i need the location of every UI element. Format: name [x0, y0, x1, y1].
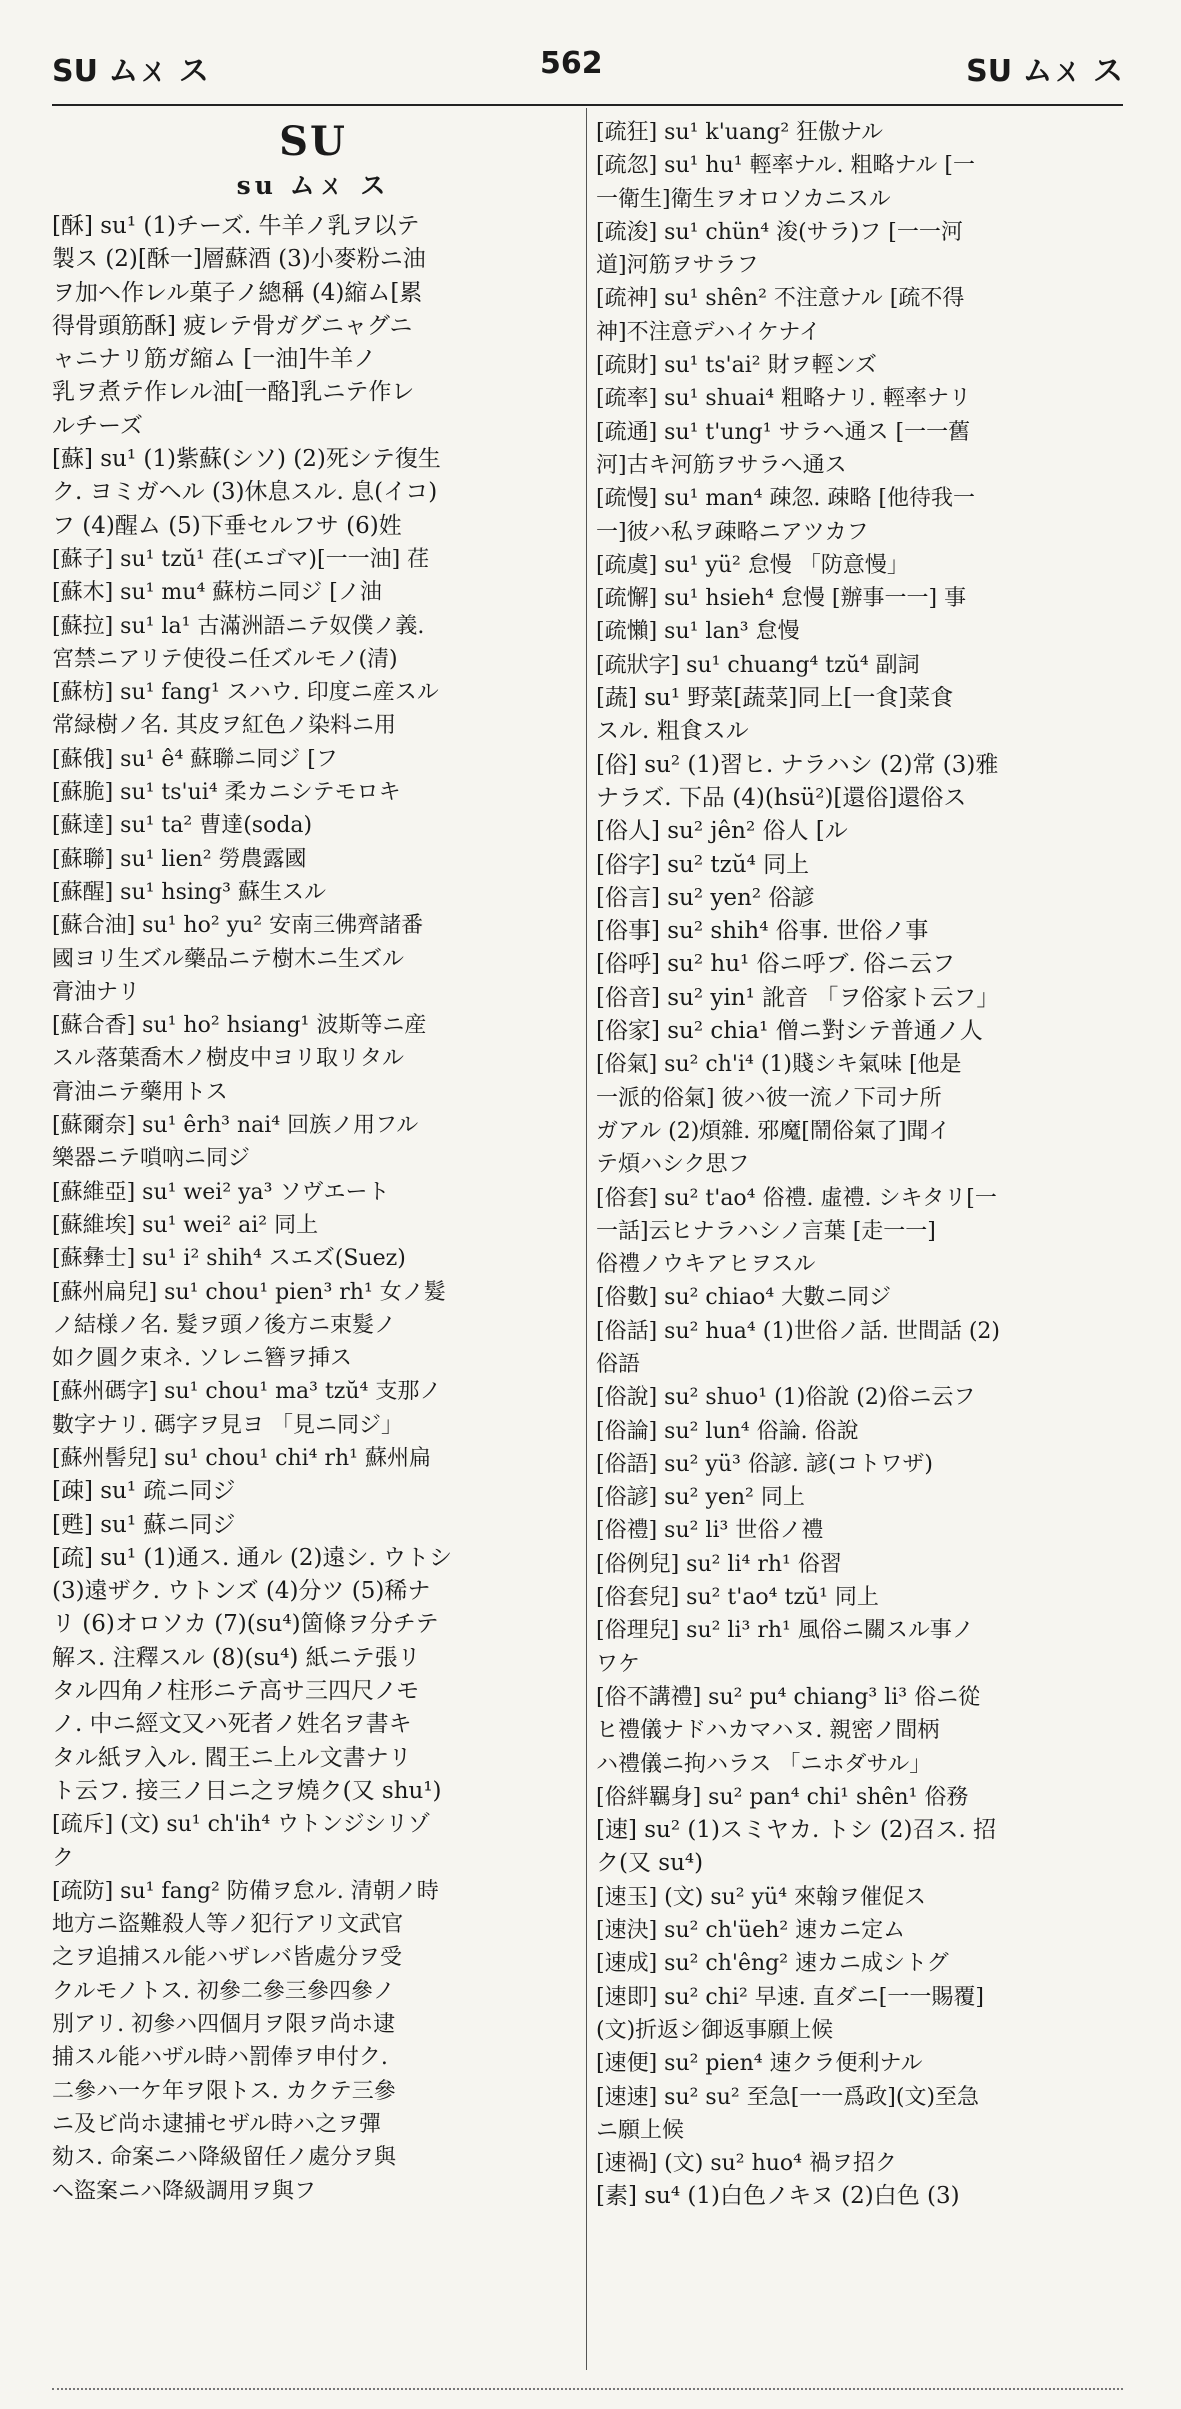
- dictionary-entry: [蘇州碼字] su¹ chou¹ ma³ tzŭ⁴ 支那ノ 數字ナリ. 碼字ヲ見ヨ 「見ニ同ジ」 [蘇州髻兒] su¹ chou¹ chi⁴ rh¹ 蘇州扁: [52, 1379, 442, 1471]
- dictionary-entry: [疏神] su¹ shên² 不注意ナル [疏不得 神]不注意デハイケナイ: [596, 286, 965, 345]
- section-subtitle: su ムㄨ ス: [236, 171, 390, 200]
- bottom-rule: [52, 2388, 1123, 2390]
- running-header-left: SU ムㄨ ス: [52, 54, 209, 89]
- dictionary-entry: [疏狂] su¹ k'uang² 狂傲ナル: [596, 120, 884, 145]
- dictionary-entry: [酥] su¹ (1)チーズ. 牛羊ノ乳ヲ以テ 製ス (2)[酥一]層蘇酒 (3)小麥粉ニ油 ヲ加ヘ作レル菓子ノ總稱 (4)縮ム[累 得骨頭筋酥] 疲レテ骨ガグニャグニ ャニナリ筋ガ縮ム [一油]牛羊ノ 乳ヲ煮テ作レル油[一酪]乳ニテ作レ ルチーズ: [52, 213, 426, 439]
- dictionary-entry: [疏浚] su¹ chün⁴ 浚(サラ)フ [一一河 道]河筋ヲサラフ: [596, 219, 963, 279]
- dictionary-entry: [蘇爾奈] su¹ êrh³ nai⁴ 回族ノ用フル 樂器ニテ嗩吶ニ同ジ [蘇維亞] su¹ wei² ya³ ソヴエート [蘇維埃] su¹ wei² ai² 同上 [蘇彝士] su¹ i² shih⁴ スエズ(Suez): [52, 1113, 419, 1272]
- dictionary-entry: [俗套] su² t'ao⁴ 俗禮. 虛禮. シキタリ[一 一話]云ヒナラハシノ言葉 [走一一] 俗禮ノウキアヒヲスル: [596, 1185, 997, 1278]
- dictionary-entry: [疏斥] (文) su¹ ch'ih⁴ ウトンジシリゾ ク: [52, 1812, 431, 1871]
- dictionary-entry: [俗] su² (1)習ヒ. ナラハシ (2)常 (3)雅 ナラズ. 下品 (4)(hsü²)[還俗]還俗ス [俗人] su² jên² 俗人 [ル [俗字] su² tzŭ⁴ 同上 [俗言] su² yen² 俗諺 [俗事] su² shih⁴ 俗事. 世俗ノ事 [俗呼] su² hu¹ 俗ニ呼ブ. 俗ニ云フ [俗音] su² yin¹ 訛音 「ヲ俗家ト云フ」 [俗家] su² chia¹ 僧ニ對シテ普通ノ人: [596, 751, 1000, 1045]
- dictionary-entry: [疏忽] su¹ hu¹ 輕率ナル. 粗略ナル [一 一衛生]衛生ヲオロソカニスル: [596, 153, 975, 212]
- dictionary-entry: [疏虞] su¹ yü² 怠慢 「防意慢」 [疏懈] su¹ hsieh⁴ 怠慢 [辦事一一] 事 [疏懶] su¹ lan³ 怠慢 [疏狀字] su¹ chuang⁴ tzŭ⁴ 副詞: [596, 552, 967, 678]
- dictionary-entry: [速] su² (1)スミヤカ. トシ (2)召ス. 招 ク(又 su⁴): [596, 1817, 997, 1877]
- dictionary-entry: [蘇州扁兒] su¹ chou¹ pien³ rh¹ 女ノ髮 ノ結様ノ名. 髮ヲ頭ノ後方ニ束髮ノ 如ク圓ク束ネ. ソレニ簪ヲ挿ス: [52, 1279, 446, 1372]
- page-number: 562: [540, 46, 603, 81]
- dictionary-entry: [疏慢] su¹ man⁴ 疎忽. 疎略 [他待我一 一]彼ハ私ヲ疎略ニアツカフ: [596, 486, 975, 545]
- dictionary-entry: [蘇] su¹ (1)紫蘇(シソ) (2)死シテ復生 ク. ヨミガヘル (3)休息スル. 息(イコ) フ (4)醒ム (5)下垂セルフサ (6)姓: [52, 446, 441, 539]
- dictionary-entry: [疏通] su¹ t'ung¹ サラヘ通ス [一一舊 河]古キ河筋ヲサラヘ通ス: [596, 419, 971, 478]
- dictionary-entry: [疏] su¹ (1)通ス. 通ル (2)遠シ. ウトシ (3)遠ザク. ウトンズ (4)分ツ (5)稀ナ リ (6)オロソカ (7)(su⁴)箇條ヲ分チテ 解ス. 注釋スル (8)(su⁴) 紙ニテ張リ タル四角ノ柱形ニテ高サ三四尺ノモ ノ. 中ニ經文又ハ死者ノ姓名ヲ書キ タル紙ヲ入ル. 閻王ニ上ル文書ナリ ト云フ. 接三ノ日ニ之ヲ燒ク(又 shu¹): [52, 1544, 453, 1804]
- dictionary-entry: [速即] su² chi² 早速. 直ダニ[一一賜覆] (文)折返シ御返事願上候: [596, 1984, 984, 2043]
- dictionary-entry: [疏財] su¹ ts'ai² 財ヲ輕ンズ [疏率] su¹ shuai⁴ 粗略ナリ. 輕率ナリ: [596, 353, 972, 412]
- dictionary-entry: [蘇合香] su¹ ho² hsiang¹ 波斯等ニ産 スル落葉喬木ノ樹皮中ヨリ取リタル 膏油ニテ藥用トス: [52, 1013, 427, 1105]
- dictionary-entry: [蘇合油] su¹ ho² yu² 安南三佛齊諸番 國ヨリ生ズル藥品ニテ樹木ニ生ズル 膏油ナリ: [52, 913, 424, 1005]
- section-title: SU: [279, 118, 347, 165]
- dictionary-entry: [俗不講禮] su² pu⁴ chiang³ li³ 俗ニ從 ヒ禮儀ナドハカマハヌ. 親密ノ間柄 ハ禮儀ニ拘ハラス 「ニホダサル」 [俗絆羈身] su² pan⁴ chi¹ shên¹ 俗務: [596, 1684, 981, 1810]
- dictionary-entry: [速便] su² pien⁴ 速クラ便利ナル: [596, 2051, 923, 2077]
- dictionary-entry: [俗理兒] su² li³ rh¹ 風俗ニ關スル事ノ ワケ: [596, 1618, 974, 1677]
- dictionary-entry: [俗氣] su² ch'i⁴ (1)賤シキ氣味 [他是 一派的俗氣] 彼ハ彼一流ノ下司ナ所 ガアル (2)煩雜. 邪魔[鬧俗氣了]聞イ テ煩ハシク思フ: [596, 1052, 962, 1178]
- dictionary-entry: [蘇子] su¹ tzŭ¹ 荏(エゴマ)[一一油] 荏 [蘇木] su¹ mu⁴ 蘇枋ニ同ジ [ノ油 [蘇拉] su¹ la¹ 古滿洲語ニテ奴僕ノ義. 宮禁ニアリテ使役ニ任ズルモノ(清): [52, 546, 430, 672]
- left-column: [52, 116, 574, 2208]
- running-header-right: SU ムㄨ ス: [966, 54, 1123, 89]
- dictionary-entry: [蔬] su¹ 野菜[蔬菜]同上[一食]菜食 スル. 粗食スル: [596, 685, 954, 745]
- dictionary-entry: [速玉] (文) su² yü⁴ 來翰ヲ催促ス [速決] su² ch'üeh² 速カニ定ム [速成] su² ch'êng² 速カニ成シトグ: [596, 1884, 949, 1977]
- dictionary-entry: [素] su⁴ (1)白色ノキヌ (2)白色 (3): [596, 2183, 960, 2210]
- dictionary-entry: [蘇枋] su¹ fang¹ スハウ. 印度ニ産スル 常緑樹ノ名. 其皮ヲ紅色ノ染料ニ用 [蘇俄] su¹ ê⁴ 蘇聯ニ同ジ [フ [蘇脆] su¹ ts'ui⁴ 柔カニシテモロキ [蘇達] su¹ ta² 曹達(soda) [蘇聯] su¹ lien² 勞農露國 [蘇醒] su¹ hsing³ 蘇生スル: [52, 680, 439, 905]
- dictionary-entry: [疎] su¹ 疏ニ同ジ [甦] su¹ 蘇ニ同ジ: [52, 1478, 236, 1538]
- dictionary-entry: [疏防] su¹ fang² 防備ヲ怠ル. 清朝ノ時 地方ニ盜難殺人等ノ犯行アリ文武官 之ヲ追捕スル能ハザレバ皆處分ヲ受 クルモノトス. 初參二參三參四參ノ 別アリ. 初參ハ四個月ヲ限ヲ尚ホ逮 捕スル能ハザル時ハ罰俸ヲ申付ク. 二參ハ一ケ年ヲ限トス. カクテ三參 ニ及ビ尚ホ逮捕セザル時ハ之ヲ彈 劾ス. 命案ニハ降級留任ノ處分ヲ與 ヘ盜案ニハ降級調用ヲ與フ: [52, 1878, 439, 2204]
- right-column: [596, 116, 1123, 2214]
- dictionary-entry: [俗數] su² chiao⁴ 大數ニ同ジ [俗話] su² hua⁴ (1)世俗ノ話. 世間話 (2) 俗語 [俗說] su² shuo¹ (1)俗說 (2)俗ニ云フ [俗論] su² lun⁴ 俗論. 俗說 [俗語] su² yü³ 俗諺. 諺(コトワザ) [俗諺] su² yen² 同上 [俗禮] su² li³ 世俗ノ禮 [俗例兒] su² li⁴ rh¹ 俗習 [俗套兒] su² t'ao⁴ tzŭ¹ 同上: [596, 1285, 1001, 1611]
- dictionary-entry: [速速] su² su² 至急[一一爲政](文)至急 ニ願上候 [速禍] (文) su² huo⁴ 禍ヲ招ク: [596, 2084, 980, 2177]
- column-separator: [586, 108, 587, 2370]
- header-rule: [52, 104, 1123, 106]
